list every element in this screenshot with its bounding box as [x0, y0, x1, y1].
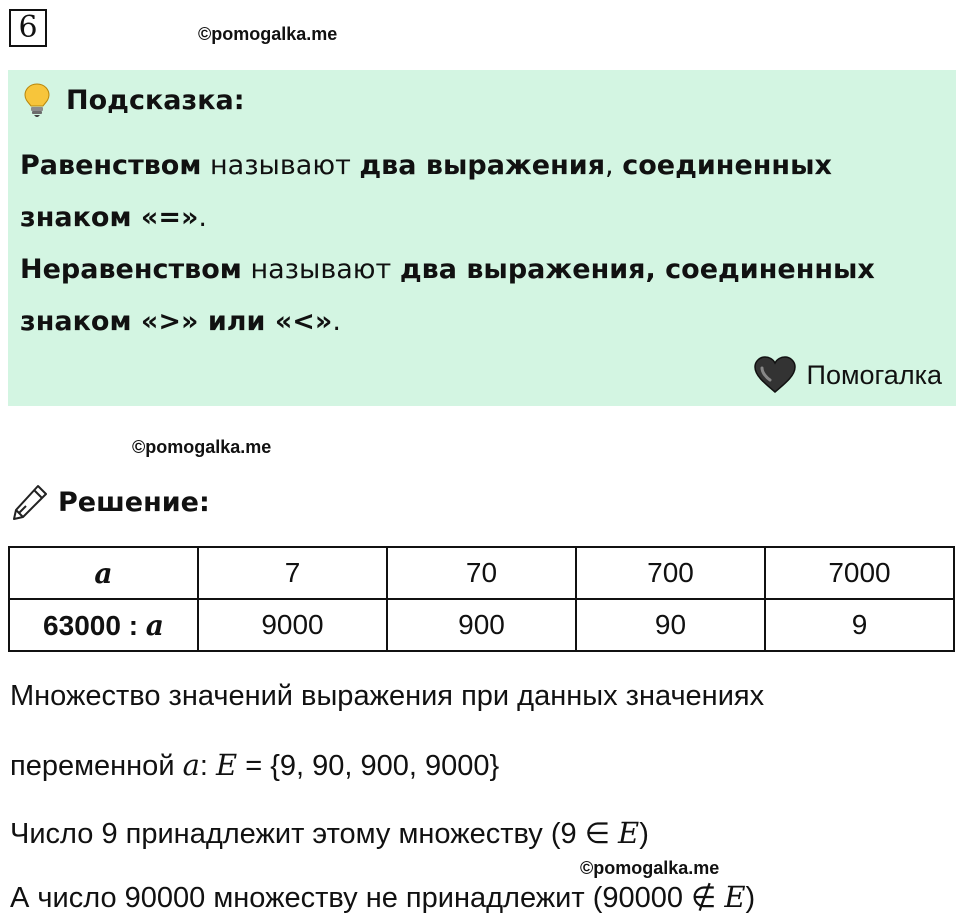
table-cell: 7 — [198, 547, 387, 599]
term-equality: Равенством — [20, 150, 202, 181]
brand-label — [753, 356, 942, 394]
watermark: ©pomogalka.me — [580, 858, 720, 878]
text: переменной — [10, 750, 183, 782]
text: Число 9 принадлежит этому множеству (9 ∈ — [10, 818, 619, 850]
table-cell: 7000 — [765, 547, 954, 599]
watermark: ©pomogalka.me — [132, 437, 272, 457]
text: : — [199, 750, 216, 782]
expression-prefix: 63000 : — [43, 609, 146, 641]
watermark: ©pomogalka.me — [198, 24, 338, 44]
hint-title: Подсказка: — [66, 84, 245, 116]
hint-line-3 — [20, 254, 875, 285]
table-cell: 900 — [387, 599, 576, 651]
table-cell: 70 — [387, 547, 576, 599]
text: ) — [639, 818, 649, 850]
hint-bold: два выражения — [359, 150, 606, 181]
term-inequality: Неравенством — [20, 254, 242, 285]
hint-text: называют — [241, 254, 400, 285]
brand-name: Помогалка — [806, 359, 942, 390]
table-cell: 9 — [765, 599, 954, 651]
heart-icon — [753, 356, 797, 394]
solution-paragraph-3 — [10, 816, 649, 851]
set-E: E — [216, 748, 238, 782]
table-cell: 700 — [576, 547, 765, 599]
row-label-expression — [9, 599, 198, 651]
hint-text: называют — [201, 150, 360, 181]
solution-paragraph-1: Множество значений выражения при данных значениях — [10, 680, 765, 712]
task-number: 6 — [9, 9, 47, 47]
hint-line-1 — [20, 150, 832, 181]
solution-paragraph-2 — [10, 748, 499, 783]
var-a: a — [145, 608, 164, 642]
hint-header — [22, 80, 245, 120]
var-a: a — [94, 556, 113, 590]
set-E: E — [724, 880, 746, 914]
hint-bold: два выражения, соединенных — [399, 254, 875, 285]
solution-title: Решение: — [58, 486, 210, 518]
lightbulb-icon — [22, 82, 52, 118]
values-table — [8, 546, 955, 652]
hint-box — [8, 70, 956, 406]
hint-text: . — [198, 202, 208, 233]
text: ) — [745, 882, 756, 914]
text: А число 90000 множеству не принадлежит (90000 ∉ — [10, 882, 725, 914]
hint-text: , — [605, 150, 623, 181]
set-E: E — [618, 816, 640, 850]
hint-line-2 — [20, 202, 207, 233]
pencil-icon — [10, 482, 50, 522]
table-cell: 90 — [576, 599, 765, 651]
hint-bold: знаком «>» или «<» — [20, 306, 333, 337]
hint-line-4 — [20, 306, 341, 337]
solution-header — [10, 480, 210, 524]
set-values: = {9, 90, 900, 9000} — [237, 750, 500, 782]
table-cell: 9000 — [198, 599, 387, 651]
solution-paragraph-4 — [10, 880, 755, 915]
row-label-a — [9, 547, 198, 599]
hint-bold: соединенных — [622, 150, 832, 181]
hint-text: . — [332, 306, 341, 337]
table-row — [9, 547, 954, 599]
table-row — [9, 599, 954, 651]
hint-bold: знаком «=» — [20, 202, 199, 233]
var-a: a — [182, 748, 200, 782]
